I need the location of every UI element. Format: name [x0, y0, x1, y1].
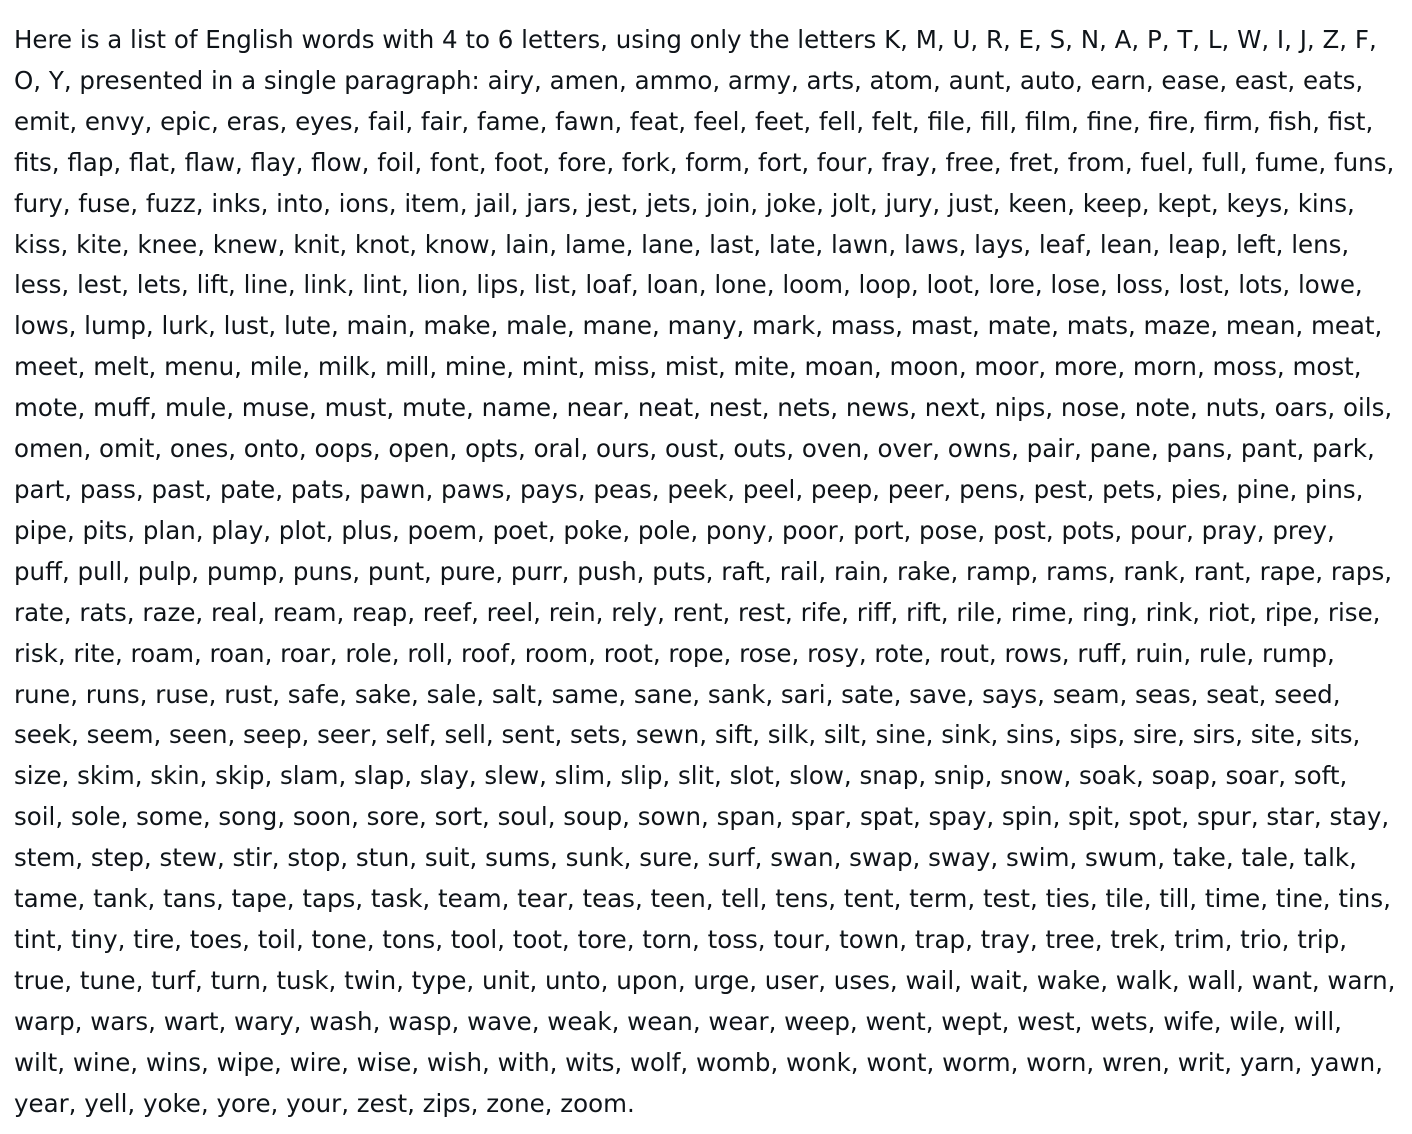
word-list-paragraph: Here is a list of English words with 4 to 6 letters, using only the letters K, M, U, R, E, S, N, A, P, T, L, W, I, J, Z, F, O, Y, presented in a single paragraph: airy, amen, ammo, army, arts, atom, aunt, auto, earn, ease, east, eats, emit, envy, epic, eras, eyes, fail, fair, fame, fawn, feat, feel, feet, fell, felt, file, fill, film, fine, fire, firm, fish, fist, fits, flap, flat, flaw, flay, flow, foil, font, foot, fore, fork, form, fort, four, fray, free, fret, from, fuel, full, fume, funs, fury, fuse, fuzz, inks, into, ions, item, jail, jars, jest, jets, join, joke, jolt, jury, just, keen, keep, kept, keys, kins, kiss, kite, knee, knew, knit, knot, know, lain, lame, lane, last, late, lawn, laws, lays, leaf, lean, leap, left, lens, less, lest, lets, lift, line, link, lint, lion, lips, list, loaf, loan, lone, loom, loop, loot, lore, lose, loss, lost, lots, lowe, lows, lump, lurk, lust, lute, main, make, male, mane, many, mark, mass, mast, mate, mats, maze, mean, meat, meet, melt, menu, mile, milk, mill, mine, mint, miss, mist, mite, moan, moon, moor, more, morn, moss, most, mote, muff, mule, muse, must, mute, name, near, neat, nest, nets, news, next, nips, nose, note, nuts, oars, oils, omen, omit, ones, onto, oops, open, opts, oral, ours, oust, outs, oven, over, owns, pair, pane, pans, pant, park, part, pass, past, pate, pats, pawn, paws, pays, peas, peek, peel, peep, peer, pens, pest, pets, pies, pine, pins, pipe, pits, plan, play, plot, plus, poem, poet, poke, pole, pony, poor, port, pose, post, pots, pour, pray, prey, puff, pull, pulp, pump, puns, punt, pure, purr, push, puts, raft, rail, rain, rake, ramp, rams, rank, rant, rape, raps, rate, rats, raze, real, ream, reap, reef, reel, rein, rely, rent, rest, rife, riff, rift, rile, rime, ring, rink, riot, ripe, rise, risk, rite, roam, roan, roar, role, roll, roof, room, root, rope, rose, rosy, rote, rout, rows, ruff, ruin, rule, rump, rune, runs, ruse, rust, safe, sake, sale, salt, same, sane, sank, sari, sate, save, says, seam, seas, seat, seed, seek, seem, seen, seep, seer, self, sell, sent, sets, sewn, sift, silk, silt, sine, sink, sins, sips, sire, sirs, site, sits, size, skim, skin, skip, slam, slap, slay, slew, slim, slip, slit, slot, slow, snap, snip, snow, soak, soap, soar, soft, soil, sole, some, song, soon, sore, sort, soul, soup, sown, span, spar, spat, spay, spin, spit, spot, spur, star, stay, stem, step, stew, stir, stop, stun, suit, sums, sunk, sure, surf, swan, swap, sway, swim, swum, take, tale, talk, tame, tank, tans, tape, taps, task, team, tear, teas, teen, tell, tens, tent, term, test, ties, tile, till, time, tine, tins, tint, tiny, tire, toes, toil, tone, tons, tool, toot, tore, torn, toss, tour, town, trap, tray, tree, trek, trim, trio, trip, true, tune, turf, turn, tusk, twin, type, unit, unto, upon, urge, user, uses, wail, wait, wake, walk, wall, want, warn, warp, wars, wart, wary, wash, wasp, wave, weak, wean, wear, weep, went, wept, west, wets, wife, wile, will, wilt, wine, wins, wipe, wire, wise, wish, with, wits, wolf, womb, wonk, wont, worm, worn, wren, writ, yarn, yawn, year, yell, yoke, yore, your, zest, zips, zone, zoom.: [14, 25, 1396, 1118]
